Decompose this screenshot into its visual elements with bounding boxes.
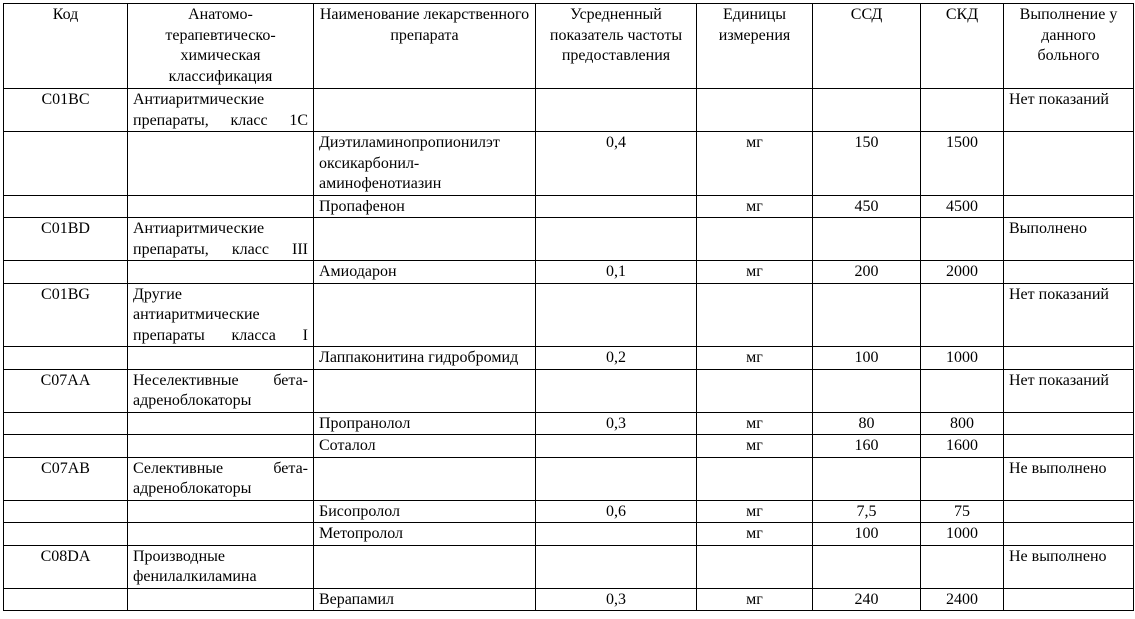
cell-unit: мг <box>697 261 813 284</box>
cell-skd <box>921 545 1004 588</box>
cell-ssd: 100 <box>813 523 921 546</box>
cell-ssd <box>813 457 921 500</box>
cell-frequency: 0,3 <box>536 588 697 611</box>
cell-atc <box>128 588 314 611</box>
cell-unit <box>697 283 813 347</box>
cell-skd: 2000 <box>921 261 1004 284</box>
cell-drug: Верапамил <box>314 588 536 611</box>
cell-ssd: 100 <box>813 347 921 370</box>
cell-atc <box>128 412 314 435</box>
cell-status: Нет показаний <box>1004 369 1134 412</box>
cell-skd: 2400 <box>921 588 1004 611</box>
drug-table <box>3 3 1134 611</box>
cell-atc: Другие антиаритмические препараты класса I <box>128 283 314 347</box>
cell-status: Не выполнено <box>1004 545 1134 588</box>
cell-skd <box>921 218 1004 261</box>
cell-status: Нет показаний <box>1004 283 1134 347</box>
table-row <box>4 369 1134 412</box>
cell-frequency <box>536 89 697 132</box>
cell-skd: 1500 <box>921 132 1004 196</box>
cell-ssd: 150 <box>813 132 921 196</box>
cell-unit <box>697 457 813 500</box>
cell-status <box>1004 347 1134 370</box>
cell-atc <box>128 347 314 370</box>
cell-unit <box>697 218 813 261</box>
table-row <box>4 261 1134 284</box>
cell-frequency: 0,3 <box>536 412 697 435</box>
cell-frequency <box>536 283 697 347</box>
table-row <box>4 523 1134 546</box>
cell-status <box>1004 132 1134 196</box>
cell-frequency <box>536 369 697 412</box>
cell-unit: мг <box>697 435 813 458</box>
cell-skd <box>921 283 1004 347</box>
cell-unit: мг <box>697 588 813 611</box>
cell-code <box>4 195 128 218</box>
cell-frequency: 0,6 <box>536 500 697 523</box>
cell-status: Не выполнено <box>1004 457 1134 500</box>
cell-frequency <box>536 435 697 458</box>
cell-drug: Амиодарон <box>314 261 536 284</box>
cell-skd: 1600 <box>921 435 1004 458</box>
cell-code <box>4 435 128 458</box>
cell-unit: мг <box>697 195 813 218</box>
cell-drug <box>314 369 536 412</box>
cell-atc: Селективные бета-адреноблокаторы <box>128 457 314 500</box>
cell-frequency <box>536 523 697 546</box>
cell-status: Выполнено <box>1004 218 1134 261</box>
cell-ssd <box>813 545 921 588</box>
cell-unit <box>697 89 813 132</box>
cell-ssd: 160 <box>813 435 921 458</box>
cell-skd: 75 <box>921 500 1004 523</box>
cell-ssd <box>813 218 921 261</box>
header-code: Код <box>4 4 128 89</box>
cell-drug <box>314 457 536 500</box>
cell-atc: Антиаритмические препараты, класс 1С <box>128 89 314 132</box>
cell-ssd <box>813 89 921 132</box>
header-skd: СКД <box>921 4 1004 89</box>
table-row <box>4 218 1134 261</box>
cell-unit: мг <box>697 132 813 196</box>
cell-code: C07AB <box>4 457 128 500</box>
cell-atc <box>128 435 314 458</box>
cell-drug: Пропранолол <box>314 412 536 435</box>
cell-skd: 1000 <box>921 347 1004 370</box>
cell-drug: Лаппаконитина гидробромид <box>314 347 536 370</box>
header-unit: Единицы измерения <box>697 4 813 89</box>
cell-atc <box>128 500 314 523</box>
header-row <box>4 4 1134 89</box>
cell-code: C01BG <box>4 283 128 347</box>
cell-drug: Метопролол <box>314 523 536 546</box>
cell-drug: Диэтиламинопропионилэт оксикарбонил-аминофенотиазин <box>314 132 536 196</box>
cell-drug <box>314 283 536 347</box>
cell-drug: Пропафенон <box>314 195 536 218</box>
cell-code <box>4 523 128 546</box>
cell-code <box>4 588 128 611</box>
cell-ssd: 7,5 <box>813 500 921 523</box>
cell-frequency: 0,2 <box>536 347 697 370</box>
table-row <box>4 412 1134 435</box>
cell-code <box>4 261 128 284</box>
cell-skd <box>921 457 1004 500</box>
cell-frequency <box>536 545 697 588</box>
cell-code: C01BC <box>4 89 128 132</box>
table-row <box>4 500 1134 523</box>
cell-status <box>1004 195 1134 218</box>
cell-skd: 4500 <box>921 195 1004 218</box>
cell-frequency: 0,4 <box>536 132 697 196</box>
cell-status <box>1004 261 1134 284</box>
cell-atc: Неселективные бета-адреноблокаторы <box>128 369 314 412</box>
cell-code <box>4 500 128 523</box>
cell-unit: мг <box>697 523 813 546</box>
table-row <box>4 457 1134 500</box>
cell-atc <box>128 195 314 218</box>
table-row <box>4 132 1134 196</box>
cell-frequency <box>536 218 697 261</box>
cell-ssd: 80 <box>813 412 921 435</box>
header-ssd: ССД <box>813 4 921 89</box>
table-row <box>4 283 1134 347</box>
header-frequency: Усредненный показатель частоты предоставления <box>536 4 697 89</box>
cell-atc: Производные фенилалкиламина <box>128 545 314 588</box>
table-row <box>4 588 1134 611</box>
cell-status <box>1004 412 1134 435</box>
cell-drug: Соталол <box>314 435 536 458</box>
cell-skd <box>921 89 1004 132</box>
cell-atc <box>128 261 314 284</box>
header-drug: Наименование лекарственного препарата <box>314 4 536 89</box>
cell-drug <box>314 545 536 588</box>
cell-ssd: 200 <box>813 261 921 284</box>
cell-unit: мг <box>697 500 813 523</box>
cell-status <box>1004 523 1134 546</box>
cell-unit: мг <box>697 347 813 370</box>
cell-unit: мг <box>697 412 813 435</box>
cell-drug: Бисопролол <box>314 500 536 523</box>
table-row <box>4 545 1134 588</box>
cell-code: C08DA <box>4 545 128 588</box>
cell-skd <box>921 369 1004 412</box>
cell-atc <box>128 132 314 196</box>
cell-ssd <box>813 283 921 347</box>
cell-skd: 1000 <box>921 523 1004 546</box>
cell-code: C07AA <box>4 369 128 412</box>
cell-status <box>1004 588 1134 611</box>
cell-ssd: 450 <box>813 195 921 218</box>
header-atc: Анатомо-терапевтическо-химическая классификация <box>128 4 314 89</box>
cell-ssd <box>813 369 921 412</box>
cell-status <box>1004 435 1134 458</box>
cell-drug <box>314 218 536 261</box>
table-row <box>4 89 1134 132</box>
cell-skd: 800 <box>921 412 1004 435</box>
header-status: Выполнение у данного больного <box>1004 4 1134 89</box>
cell-status <box>1004 500 1134 523</box>
cell-frequency <box>536 457 697 500</box>
cell-atc: Антиаритмические препараты, класс III <box>128 218 314 261</box>
cell-code <box>4 412 128 435</box>
cell-code <box>4 347 128 370</box>
cell-code: C01BD <box>4 218 128 261</box>
cell-unit <box>697 545 813 588</box>
cell-unit <box>697 369 813 412</box>
table-row <box>4 347 1134 370</box>
cell-frequency <box>536 195 697 218</box>
cell-frequency: 0,1 <box>536 261 697 284</box>
cell-atc <box>128 523 314 546</box>
table-row <box>4 195 1134 218</box>
cell-status: Нет показаний <box>1004 89 1134 132</box>
cell-code <box>4 132 128 196</box>
table-row <box>4 435 1134 458</box>
cell-drug <box>314 89 536 132</box>
cell-ssd: 240 <box>813 588 921 611</box>
